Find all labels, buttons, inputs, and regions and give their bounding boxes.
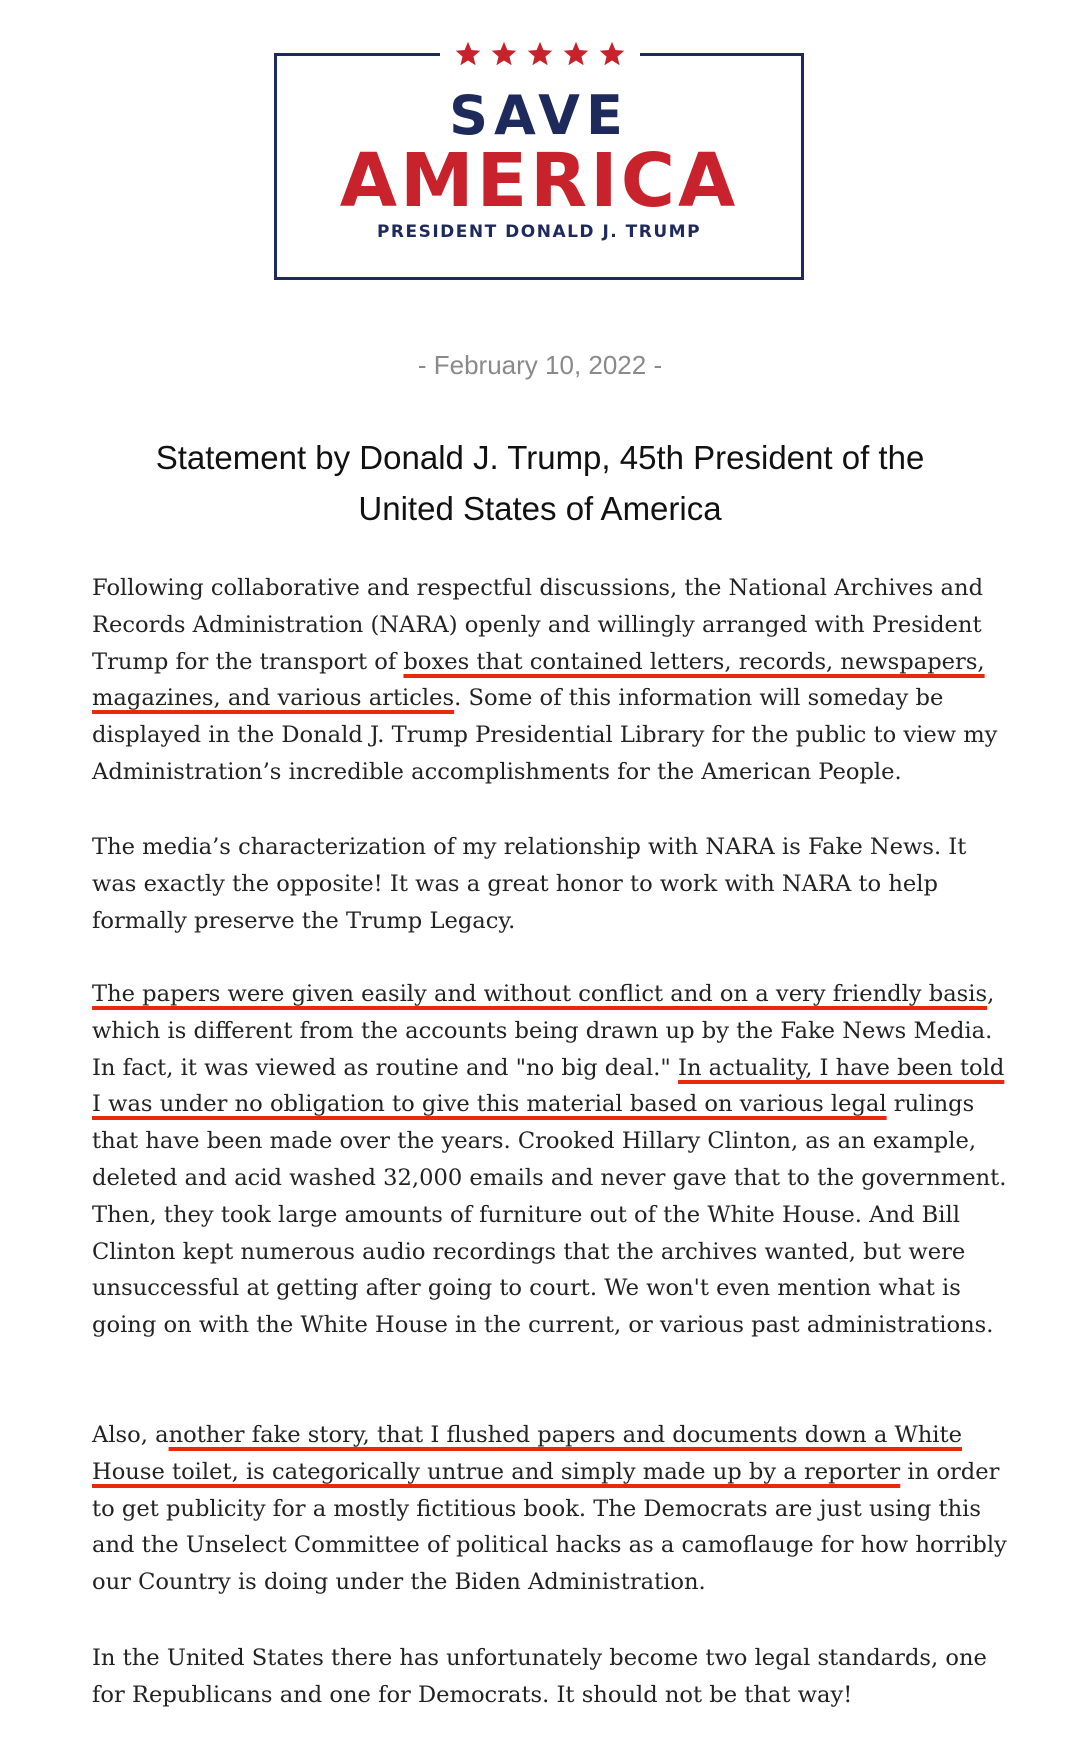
paragraph-1-segment: Following collaborative and respectful discussions, the National Archives and Records Administration (NARA) openly and willingly arranged with President Trump for the transport of: [92, 575, 984, 675]
logo-stars: [440, 33, 640, 75]
statement-title: Statement by Donald J. Trump, 45th President of the United States of America: [155, 439, 925, 527]
paragraph-2-segment: The media’s characterization of my relationship with NARA is Fake News. It was exactly the opposite! It was a great honor to work with NARA to help formally preserve the Trump Legacy.: [92, 834, 967, 934]
paragraph-1-underlined-segment: boxes that contained letters, records, newspapers, magazines, and various articles: [92, 648, 985, 712]
paragraph-4-segment: in order to get publicity for a mostly fictitious book. The Democrats are just using this and the Unselect Committee of political hacks as a camoflauge for how horribly our Country is doing under the Biden Administration.: [92, 1458, 1007, 1596]
star-icon: [454, 40, 482, 68]
paragraph-3-segment: , which is different from the accounts being drawn up by the Fake News Media. In fact, it was viewed as routine and "no big deal.": [92, 981, 995, 1081]
star-icon: [562, 40, 590, 68]
logo-subtitle: PRESIDENT DONALD J. TRUMP: [376, 222, 702, 242]
paragraph-5-segment: In the United States there has unfortunately become two legal standards, one for Republicans and one for Democrats. It should not be that way!: [92, 1645, 987, 1708]
logo-america-text: AMERICA: [339, 138, 739, 224]
paragraph-3: [92, 976, 1012, 1344]
paragraph-1: [92, 570, 1012, 791]
star-icon: [598, 40, 626, 68]
paragraph-3-underlined-segment: The papers were given easily and without conflict and on a very friendly basis: [92, 981, 988, 1007]
paragraph-5: [92, 1640, 1012, 1714]
paragraph-4: [92, 1417, 1012, 1601]
paragraph-4-underlined-segment: nother fake story, that I flushed papers and documents down a White House toilet, is categorically untrue and simply made up by a reporter: [92, 1422, 962, 1485]
paragraph-4-segment: Also, a: [92, 1422, 169, 1448]
paragraph-3-underlined-segment: In actuality, I have been told I was under no obligation to give this material based on various legal: [92, 1054, 1005, 1118]
logo-save-text: SAVE: [449, 84, 629, 147]
paragraph-3-segment: rulings that have been made over the years. Crooked Hillary Clinton, as an example, deleted and acid washed 32,000 emails and never gave that to the government. Then, they took large amounts of furniture out of the White House. And Bill Clinton kept numerous audio recordings that the archives wanted, but were unsuccessful at getting after going to court. We won't even mention what is going on with the White House in the current, or various past administrations.: [92, 1091, 1007, 1339]
star-icon: [526, 40, 554, 68]
paragraph-1-segment: . Some of this information will someday be displayed in the Donald J. Trump Presidential Library for the public to view my Administration’s incredible accomplishments for the American People.: [92, 685, 998, 785]
star-icon: [490, 40, 518, 68]
paragraph-2: [92, 829, 1012, 939]
statement-date: - February 10, 2022 -: [417, 350, 663, 380]
